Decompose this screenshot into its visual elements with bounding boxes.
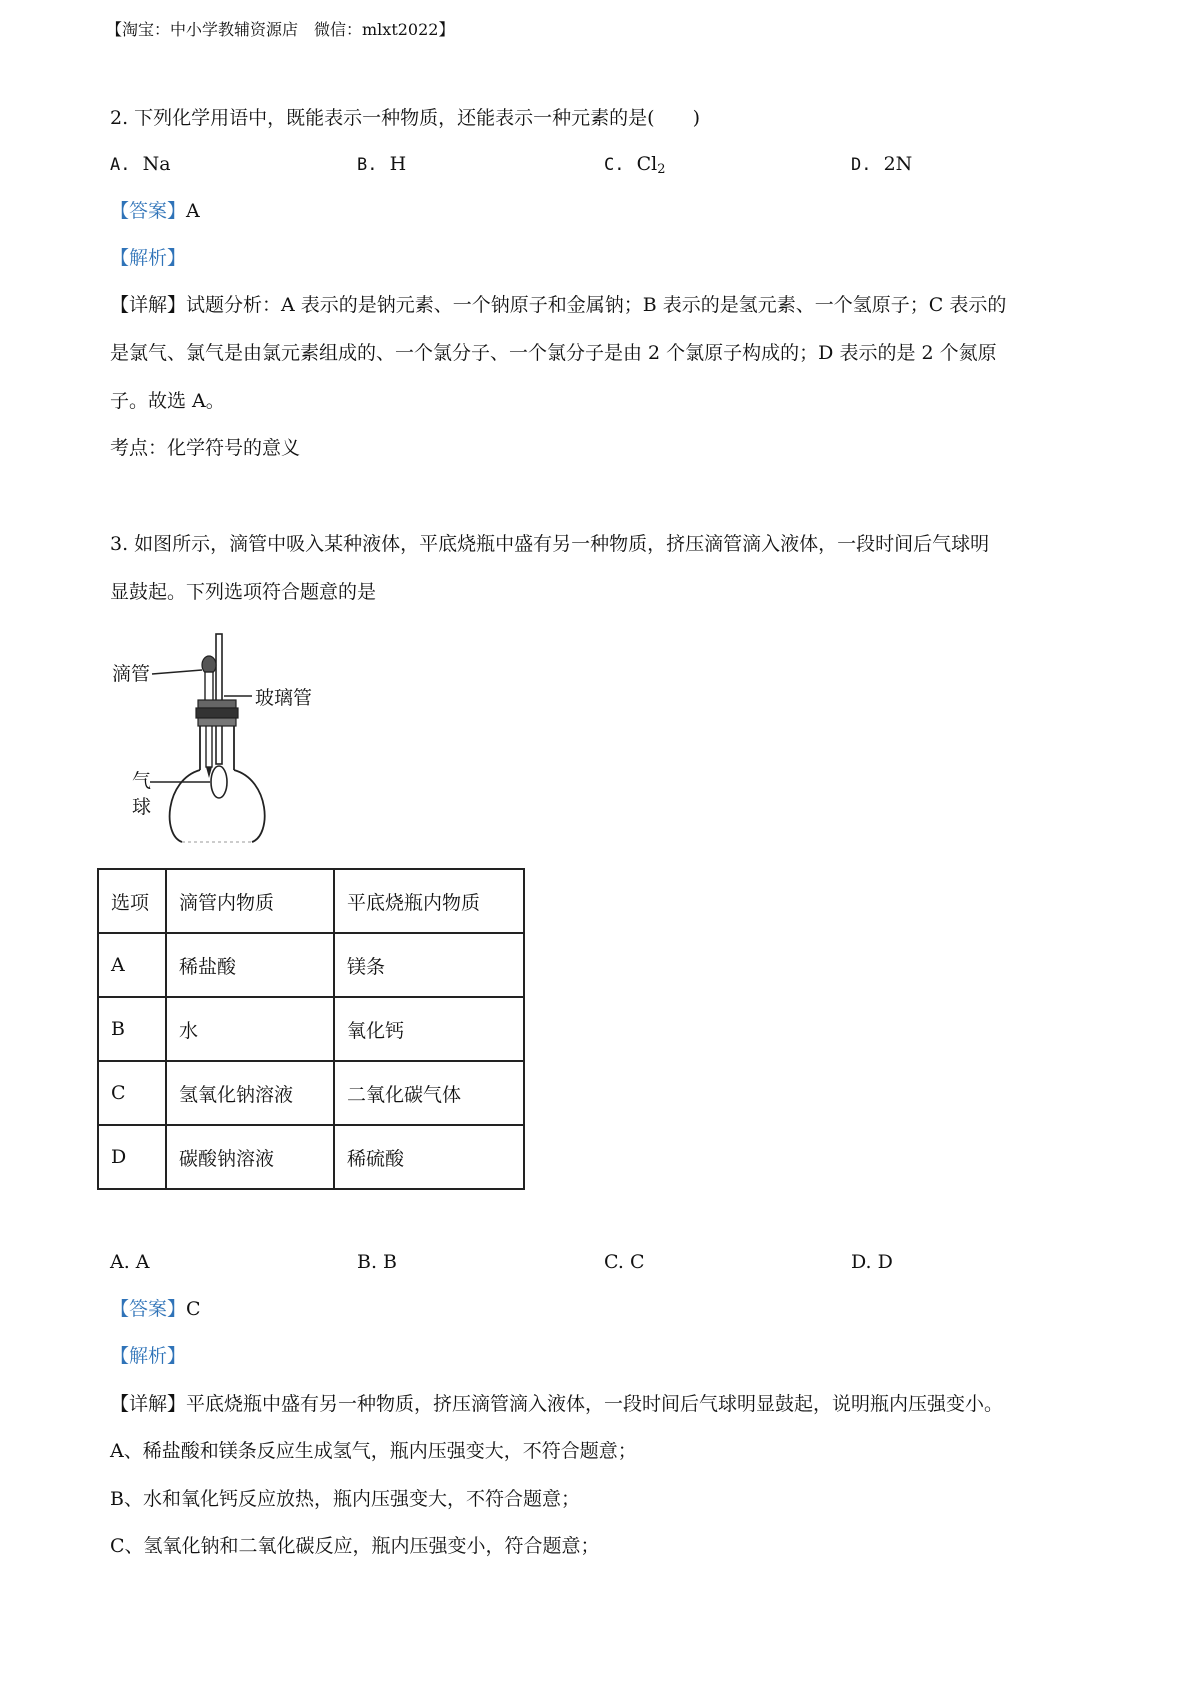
q3-detail-line-4: C、氢氧化钠和二氧化碳反应，瓶内压强变小，符合题意； — [110, 1535, 600, 1557]
answer-value: A — [186, 200, 200, 222]
q3-analysis-label: 【解析】 — [110, 1345, 187, 1367]
table-cell: C — [98, 1061, 166, 1125]
q2-detail-line-3: 子。故选 A。 — [110, 390, 225, 412]
table-cell: 镁条 — [334, 933, 524, 997]
table-cell: 二氧化碳气体 — [334, 1061, 524, 1125]
table-cell: 碳酸钠溶液 — [166, 1125, 334, 1189]
q3-detail-line-1: 【详解】平底烧瓶中盛有另一种物质，挤压滴管滴入液体，一段时间后气球明显鼓起，说明瓶内压强变小。 — [110, 1393, 1004, 1415]
table-cell: A — [98, 933, 166, 997]
option-subscript: 2 — [657, 162, 666, 177]
q2-option-c[interactable] — [604, 152, 665, 182]
q3-option-d[interactable]: D. D — [851, 1251, 893, 1273]
dropper-label: 滴管 — [112, 663, 151, 685]
q2-stem: 2. 下列化学用语中，既能表示一种物质，还能表示一种元素的是( ) — [110, 107, 700, 129]
q3-option-b[interactable]: B. B — [357, 1251, 398, 1273]
table-row — [98, 933, 524, 997]
q2-option-b[interactable] — [357, 152, 406, 177]
q3-option-c[interactable]: C. C — [604, 1251, 645, 1273]
q3-detail-line-2: A、稀盐酸和镁条反应生成氢气，瓶内压强变大，不符合题意； — [110, 1440, 637, 1462]
table-cell: 稀盐酸 — [166, 933, 334, 997]
option-text: H — [389, 153, 407, 175]
option-key: C. — [604, 155, 625, 175]
option-text: Na — [142, 153, 171, 175]
table-cell: 氧化钙 — [334, 997, 524, 1061]
option-text: 2N — [883, 153, 913, 175]
table-header-cell: 滴管内物质 — [166, 869, 334, 933]
table-row — [98, 1061, 524, 1125]
option-text: Cl — [636, 153, 658, 175]
option-key: D. — [851, 155, 872, 175]
table-cell: 氢氧化钠溶液 — [166, 1061, 334, 1125]
q3-detail-line-3: B、水和氧化钙反应放热，瓶内压强变大，不符合题意； — [110, 1488, 580, 1510]
q2-detail-line-1: 【详解】试题分析：A 表示的是钠元素、一个钠原子和金属钠；B 表示的是氢元素、一个氢原子；C 表示的 — [110, 294, 1007, 316]
table-header-cell: 选项 — [98, 869, 166, 933]
q3-answer — [110, 1297, 201, 1321]
page-header: 【淘宝：中小学教辅资源店 微信：mlxt2022】 — [106, 20, 455, 39]
answer-label: 【答案】 — [110, 200, 187, 222]
q2-kaodian: 考点：化学符号的意义 — [110, 437, 301, 459]
q2-option-a[interactable] — [110, 152, 171, 177]
q2-detail-line-2: 是氯气、氯气是由氯元素组成的、一个氯分子、一个氯分子是由 2 个氯原子构成的；D 表示的是 2 个氮原 — [110, 342, 997, 364]
balloon-label-1: 气 — [132, 770, 152, 792]
q3-option-a[interactable]: A. A — [110, 1251, 150, 1273]
answer-label: 【答案】 — [110, 1298, 187, 1320]
table-row — [98, 1125, 524, 1189]
q3-stem-line-2: 显鼓起。下列选项符合题意的是 — [110, 581, 377, 603]
option-key: A. — [110, 155, 131, 175]
q2-answer — [110, 199, 200, 223]
table-cell: 稀硫酸 — [334, 1125, 524, 1189]
table-header-cell: 平底烧瓶内物质 — [334, 869, 524, 933]
glass-tube-label: 玻璃管 — [255, 687, 313, 709]
q3-stem-line-1: 3. 如图所示，滴管中吸入某种液体，平底烧瓶中盛有另一种物质，挤压滴管滴入液体，一段时间后气球明 — [110, 533, 990, 555]
table-cell: 水 — [166, 997, 334, 1061]
q2-analysis-label: 【解析】 — [110, 247, 187, 269]
balloon-label-2: 球 — [132, 796, 152, 818]
q2-option-d[interactable] — [851, 152, 912, 177]
q3-options-table — [97, 868, 525, 1190]
answer-value: C — [186, 1298, 201, 1320]
table-cell: B — [98, 997, 166, 1061]
table-header-row — [98, 869, 524, 933]
option-key: B. — [357, 155, 378, 175]
table-cell: D — [98, 1125, 166, 1189]
table-row — [98, 997, 524, 1061]
